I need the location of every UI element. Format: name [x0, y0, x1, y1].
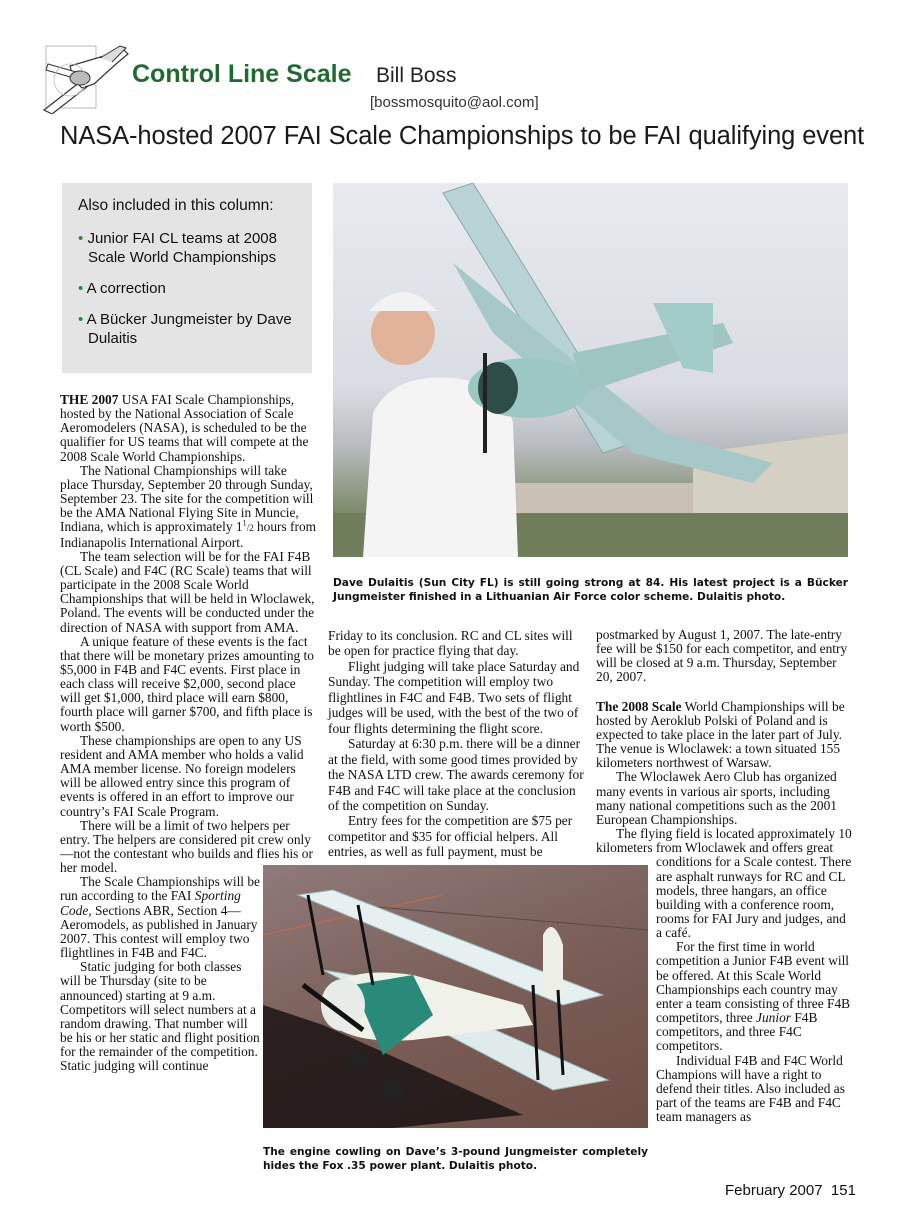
paragraph: The Wloclawek Aero Club has organized many events in various air sports, including many national competitions such as the 2001 European Championships.: [596, 769, 837, 827]
issue-date: February 2007: [725, 1182, 823, 1199]
paragraph: [60, 464, 318, 550]
paragraph: The flying field is located approximately 10 kilometers from Wloclawek and offers great conditions for a Scale contest. There are asphalt runways for RC and CL models, three hangars, an office building with a conference room, rooms for FAI Jury and judges, and a café.: [596, 826, 852, 941]
sidebar-item-text: Junior FAI CL teams at 2008 Scale World Championships: [87, 230, 277, 266]
paragraph-text: The National Championships will take place Thursday, September 20 through Sunday, September 23. The site for the competition will be the AMA National Flying Site in Muncie, Indiana, which is approximately 1: [60, 462, 314, 535]
paragraph-text: World Championships will be hosted by Aeroklub Polski of Poland and is expected to take place in the later part of July. The venue is Wloclawek: a town situated 155 kilometers northwest of Warsaw.: [596, 698, 845, 771]
page-footer: [725, 1182, 856, 1199]
photo-biplane-on-tarmac: [263, 865, 648, 1128]
sidebar-list: [78, 229, 302, 348]
paragraph-text: hours from Indianapolis International Airport.: [60, 519, 317, 550]
paragraph-text: The Scale Championships will be run according to the FAI: [60, 874, 261, 904]
author-name: Bill Boss: [376, 64, 457, 87]
paragraph: These championships are open to any US resident and AMA member who holds a valid AMA member license. No foreign modelers will be allowed entry since this program of events is offered in an effort to improve our country’s FAI Scale Program.: [60, 732, 304, 819]
paragraph: [596, 700, 852, 771]
paragraph-text: For the first time in world competition a Junior F4B event will be offered. At this Scale World Championships each country may enter a team consisting of three F4B competitors, three: [656, 939, 851, 1026]
lead-in: THE 2007: [60, 392, 119, 407]
fraction-denominator: /2: [246, 523, 254, 534]
paragraph: Individual F4B and F4C World Champions will have a right to defend their titles. Also included as part of the teams are F4B and F4C team managers as: [656, 1052, 845, 1125]
paragraph: Static judging for both classes will be Thursday (site to be announced) starting at 9 a.m. Competitors will select numbers at a random drawing. That number will be his or her static and flight position for the remainder of the competition. Static judging will continue: [60, 959, 260, 1074]
sidebar-item: [78, 279, 302, 298]
paragraph: [60, 393, 318, 464]
paragraph: Friday to its conclusion. RC and CL sites will be open for practice flying that day.: [328, 628, 573, 659]
sidebar-box: [62, 183, 312, 373]
airplane-logo-icon: [40, 44, 132, 114]
top-photo-caption: Dave Dulaitis (Sun City FL) is still going strong at 84. His latest project is a Bücker Jungmeister finished in a Lithuanian Air Force color scheme. Dulaitis photo.: [333, 577, 848, 603]
photo-illustration: [263, 865, 648, 1128]
italic-word: Junior: [756, 1010, 791, 1026]
photo-illustration: [333, 183, 848, 557]
paragraph: Saturday at 6:30 p.m. there will be a dinner at the field, with some good times provided by the NASA LTD crew. The awards ceremony for F4B and F4C will take place at the conclusion of the competition on Sunday.: [328, 736, 584, 813]
sidebar-item: [78, 310, 302, 348]
paragraph: Flight judging will take place Saturday and Sunday. The competition will employ two flightlines in F4C and F4B. Two sets of flight judges will be used, with the best of the two of four flights determining the flight score.: [328, 658, 580, 736]
paragraph: postmarked by August 1, 2007. The late-entry fee will be $150 for each competitor, and entry will be closed at 9 a.m. Thursday, September 20, 2007.: [596, 627, 848, 685]
sidebar-heading: Also included in this column:: [78, 197, 274, 214]
bullet-icon: •: [78, 280, 84, 297]
paragraph-text: Sections ABR, Section 4—Aeromodels, as published in January 2007. This contest will employ two flightlines in F4B and F4C.: [60, 902, 258, 961]
bullet-icon: •: [78, 311, 84, 328]
paragraph: There will be a limit of two helpers per entry. The helpers are considered pit crew only—not the contestant who builds and flies his or her model.: [60, 817, 313, 876]
wrap-spacer: [596, 860, 656, 1200]
photo-modeler-with-biplane: [333, 183, 848, 557]
sidebar-item-text: A Bücker Jungmeister by Dave Dulaitis: [86, 311, 292, 347]
paragraph-text: USA FAI Scale Championships, hosted by the National Association of Scale Aeromodelers (NASA), is scheduled to be the qualifier for US teams that will compete at the 2008 Scale World Championships.: [60, 392, 309, 464]
bullet-icon: •: [78, 230, 84, 247]
paragraph: Entry fees for the competition are $75 per competitor and $35 for official helpers. All entries, as well as full payment, must be: [328, 813, 573, 860]
italic-title: Sporting Code,: [60, 888, 241, 918]
bottom-photo-caption: The engine cowling on Dave’s 3-pound Jungmeister completely hides the Fox .35 power plant. Dulaitis photo.: [263, 1146, 648, 1172]
wrap-spacer: [260, 868, 318, 1208]
article-column-middle: [328, 628, 586, 860]
sidebar-item-text: A correction: [86, 280, 166, 297]
article-column-right: [596, 628, 852, 1200]
lead-in: The 2008 Scale: [596, 698, 682, 714]
fraction-numerator: 1: [242, 518, 247, 528]
author-email: [bossmosquito@aol.com]: [370, 94, 539, 111]
article-column-left: [60, 393, 318, 1208]
page-number: 151: [830, 1182, 856, 1199]
headline: NASA-hosted 2007 FAI Scale Championships to be FAI qualifying event: [60, 122, 865, 150]
section-title: Control Line Scale: [132, 60, 352, 88]
paragraph: A unique feature of these events is the fact that there will be monetary prizes amounting to $5,000 in F4B and F4C events. First place in each class will receive $2,000, second place will get $1,000, third place will earn $800, fourth place will garner $700, and fifth place is worth $500.: [60, 633, 314, 734]
paragraph-text: F4B competitors, and three F4C competitors.: [656, 1010, 818, 1054]
paragraph: The team selection will be for the FAI F4B (CL Scale) and F4C (RC Scale) teams that will participate in the 2008 Scale World Championships that will be held in Wloclawek, Poland. The events will be conducted under the direction of NASA with support from AMA.: [60, 548, 315, 635]
sidebar-item: [78, 229, 302, 267]
